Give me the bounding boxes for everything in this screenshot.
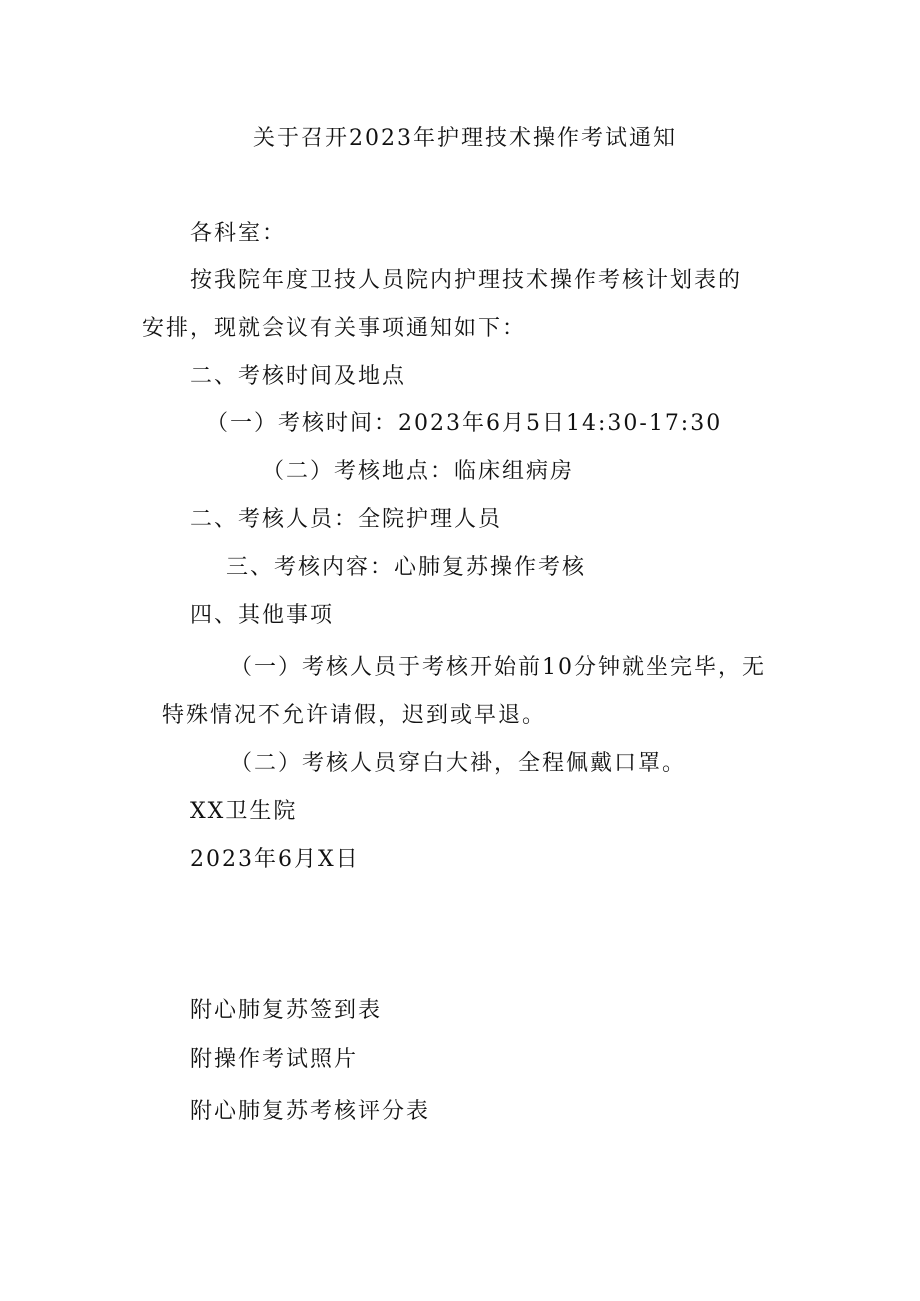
other-item1-line2: 特殊情况不允许请假，迟到或早退。 xyxy=(162,703,547,728)
section-other-heading: 四、其他事项 xyxy=(190,603,335,628)
signature-date: 2023年6月X日 xyxy=(190,847,360,872)
attachment-exam-photos: 附操作考试照片 xyxy=(190,1047,359,1072)
other-item2: （二）考核人员穿白大褂，全程佩戴口罩。 xyxy=(230,751,687,776)
salutation: 各科室： xyxy=(190,221,287,246)
intro-paragraph-line2: 安排，现就会议有关事项通知如下： xyxy=(142,316,527,341)
attachment-scoring-sheet: 附心肺复苏考核评分表 xyxy=(190,1099,431,1124)
document-title: 关于召开2023年护理技术操作考试通知 xyxy=(253,126,677,151)
section-time-place-heading: 二、考核时间及地点 xyxy=(190,364,407,389)
section-content: 三、考核内容：心肺复苏操作考核 xyxy=(226,555,587,580)
intro-paragraph-line1: 按我院年度卫技人员院内护理技术操作考核计划表的 xyxy=(190,268,743,293)
signature-organization: XX卫生院 xyxy=(190,799,298,824)
exam-place-item: （二）考核地点：临床组病房 xyxy=(262,459,575,484)
attachment-signin-sheet: 附心肺复苏签到表 xyxy=(190,998,383,1023)
other-item1-line1: （一）考核人员于考核开始前10分钟就坐完毕，无 xyxy=(230,655,766,680)
exam-time-item: （一）考核时间：2023年6月5日14:30-17:30 xyxy=(206,411,723,436)
section-personnel: 二、考核人员：全院护理人员 xyxy=(190,507,503,532)
